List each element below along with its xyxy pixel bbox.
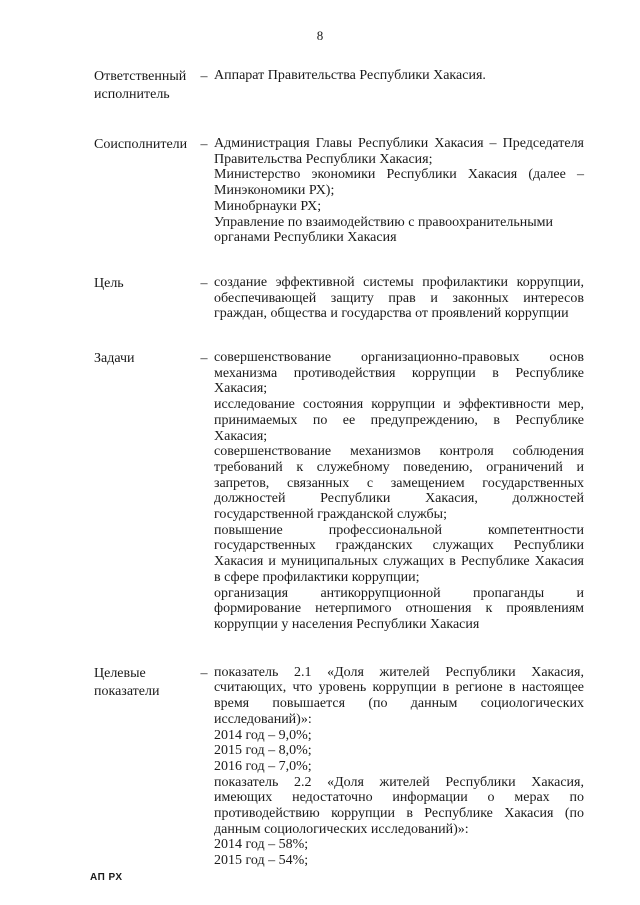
content-line: имеющих недостаточно информации о мерах по bbox=[214, 790, 584, 806]
row-label-line: показатели bbox=[94, 683, 160, 699]
table-row bbox=[94, 136, 594, 246]
content-line: коррупции у населения Республики Хакасия bbox=[214, 616, 480, 632]
content-line: механизма противодействия коррупции в Республике bbox=[214, 365, 584, 381]
content-line: государственных гражданских служащих Республики bbox=[214, 538, 584, 554]
content-line: противодействию коррупции в Республике Хакасия (по bbox=[214, 806, 584, 822]
content-line: показатель 2.1 «Доля жителей Республики Хакасия, bbox=[214, 664, 584, 680]
content-line: Управление по взаимодействию с правоохранительными bbox=[214, 214, 553, 230]
content-line: 2014 год – 9,0%; bbox=[214, 727, 312, 743]
content-line: создание эффективной системы профилактики коррупции, bbox=[214, 274, 584, 290]
content-line: Правительства Республики Хакасия; bbox=[214, 151, 433, 167]
row-dash: – bbox=[200, 69, 208, 84]
row-content bbox=[214, 665, 584, 869]
content-line: Хакасия и муниципальных служащих в Республике Хакасия bbox=[214, 554, 584, 570]
passport-table bbox=[94, 68, 594, 869]
content-line: совершенствование организационно-правовых основ bbox=[214, 350, 584, 366]
row-label bbox=[94, 350, 194, 368]
table-row bbox=[94, 665, 594, 869]
table-row bbox=[94, 68, 594, 104]
content-line: Аппарат Правительства Республики Хакасия. bbox=[214, 68, 486, 83]
content-line: 2015 год – 54%; bbox=[214, 853, 309, 869]
content-line: органами Республики Хакасия bbox=[214, 230, 397, 246]
content-line: данным социологических исследований)»: bbox=[214, 821, 469, 837]
row-content bbox=[214, 136, 584, 246]
content-line: Хакасия; bbox=[214, 381, 268, 397]
content-line: граждан, общества и государства от проявлений коррупции bbox=[214, 306, 569, 322]
content-line: 2015 год – 8,0%; bbox=[214, 743, 312, 759]
row-label-line: Ответственный bbox=[94, 69, 187, 84]
row-content bbox=[214, 350, 584, 633]
content-line: показатель 2.2 «Доля жителей Республики Хакасия, bbox=[214, 774, 584, 790]
footer-label: АП РХ bbox=[90, 872, 123, 883]
content-line: совершенствование механизмов контроля соблюдения bbox=[214, 444, 584, 460]
row-label bbox=[94, 665, 194, 701]
row-dash: – bbox=[200, 665, 208, 681]
table-row bbox=[94, 350, 594, 633]
content-line: исследований)»: bbox=[214, 711, 312, 727]
content-line: Министерство экономики Республики Хакасия (далее – bbox=[214, 167, 584, 183]
content-line: в сфере профилактики коррупции; bbox=[214, 569, 420, 585]
content-line: Минэкономики РХ); bbox=[214, 183, 335, 199]
content-line: организация антикоррупционной пропаганды и bbox=[214, 585, 584, 601]
row-label-line: Задачи bbox=[94, 351, 135, 367]
page-number: 8 bbox=[316, 28, 324, 43]
row-label-line: Целевые bbox=[94, 665, 146, 681]
row-label bbox=[94, 136, 194, 154]
content-line: 2016 год – 7,0%; bbox=[214, 758, 312, 774]
row-content bbox=[214, 275, 584, 322]
row-dash: – bbox=[200, 137, 208, 152]
content-line: 2014 год – 58%; bbox=[214, 837, 309, 853]
content-line: считающих, что уровень коррупции в регионе в настоящее bbox=[214, 680, 584, 696]
content-line: Минобрнауки РХ; bbox=[214, 198, 322, 214]
content-line: запретов, связанных с замещением государственных bbox=[214, 475, 584, 491]
row-label bbox=[94, 68, 194, 104]
content-line: требований к служебному поведению, ограничений и bbox=[214, 459, 584, 475]
content-line: формирование нетерпимого отношения к проявлениям bbox=[214, 601, 584, 617]
content-line: исследование состояния коррупции и эффективности мер, bbox=[214, 397, 584, 413]
content-line: время повышается (по данным социологических bbox=[214, 696, 584, 712]
content-line: должностей Республики Хакасия, должностей bbox=[214, 491, 584, 507]
row-dash: – bbox=[200, 351, 208, 367]
content-line: принимаемых по ее предупреждению, в Республике bbox=[214, 412, 584, 428]
row-label-line: исполнитель bbox=[94, 87, 170, 102]
content-line: Хакасия; bbox=[214, 428, 268, 444]
content-line: повышение профессиональной компетентности bbox=[214, 522, 584, 538]
content-line: Администрация Главы Республики Хакасия – Председателя bbox=[214, 136, 584, 151]
row-label-line: Цель bbox=[94, 275, 124, 291]
row-label-line: Соисполнители bbox=[94, 137, 188, 152]
table-row bbox=[94, 275, 594, 322]
row-content bbox=[214, 68, 584, 84]
row-dash: – bbox=[200, 275, 208, 291]
content-line: государственной гражданской службы; bbox=[214, 507, 447, 523]
row-label bbox=[94, 275, 194, 293]
content-line: обеспечивающей защиту прав и законных интересов bbox=[214, 290, 584, 306]
